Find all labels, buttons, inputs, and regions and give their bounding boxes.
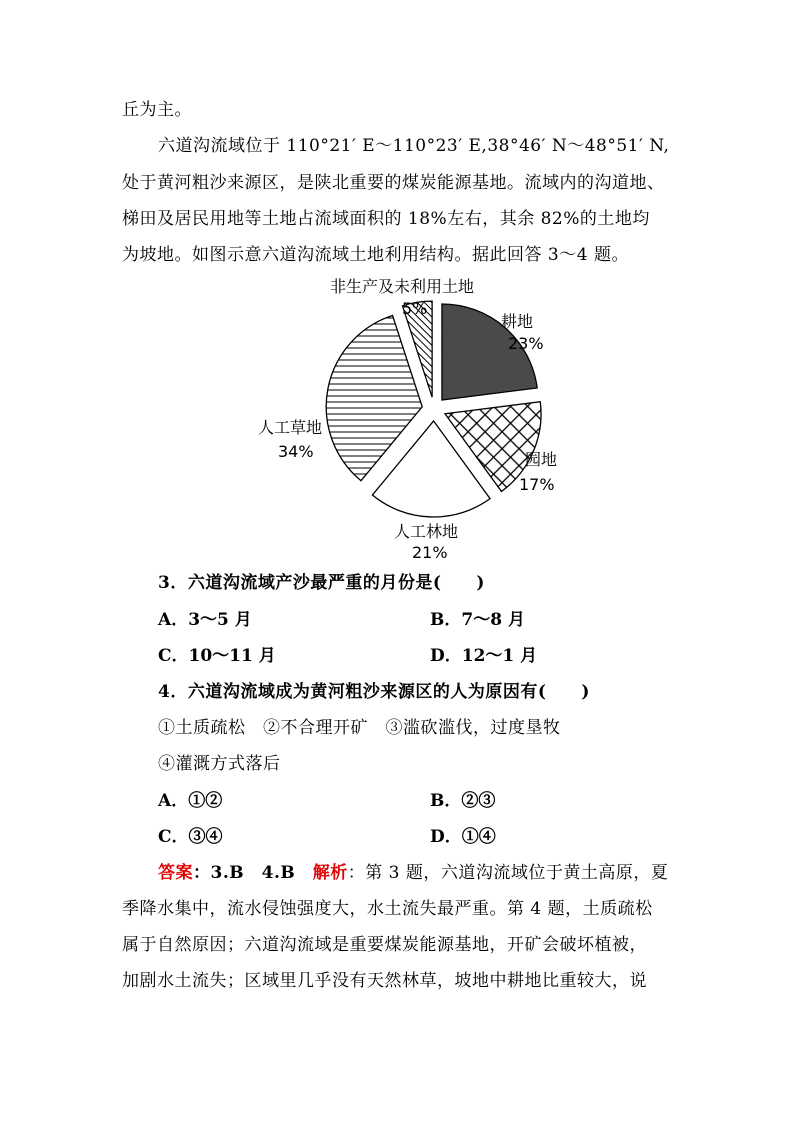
analysis-line: 季降水集中，流水侵蚀强度大，水土流失最严重。第 4 题，土质疏松 (122, 899, 653, 919)
paragraph-line: 梯田及居民用地等土地占流域面积的 18%左右，其余 82%的土地均 (122, 209, 650, 229)
q3-option-b: B．7～8 月 (430, 610, 525, 630)
q4-option-b: B．②③ (430, 791, 496, 811)
answer-values: 3.B 4.B (210, 863, 313, 883)
answer-line (158, 862, 668, 884)
slice-value-nonproductive: 5% (402, 299, 428, 318)
slice-label-forest: 人工林地 (394, 522, 459, 541)
analysis-text: ：第 3 题，六道沟流域位于黄土高原，夏 (347, 863, 669, 883)
paragraph-line: 处于黄河粗沙来源区，是陕北重要的煤炭能源基地。流域内的沟道地、 (122, 173, 665, 193)
question-3-stem: 3．六道沟流域产沙最严重的月份是( ) (158, 573, 485, 593)
q4-option-c: C．③④ (158, 827, 223, 847)
slice-value-cropland: 23% (508, 334, 544, 353)
answer-colon: ： (193, 863, 211, 883)
slice-label-cropland: 耕地 (501, 312, 534, 331)
slice-label-grassland: 人工草地 (258, 418, 323, 437)
q4-items: ①土质疏松 ②不合理开矿 ③滥砍滥伐，过度垦牧 (158, 718, 561, 738)
q4-option-d: D．①④ (430, 827, 496, 847)
analysis-line: 加剧水土流失；区域里几乎没有天然林草，坡地中耕地比重较大，说 (122, 971, 647, 991)
slice-label-orchard: 园地 (525, 450, 558, 469)
paragraph-line: 丘为主。 (122, 100, 192, 120)
slice-value-forest: 21% (412, 543, 448, 562)
land-use-pie-chart (256, 279, 576, 561)
analysis-label: 解析 (312, 863, 348, 883)
slice-label-nonproductive: 非生产及未利用土地 (330, 277, 475, 296)
q4-items: ④灌溉方式落后 (158, 754, 281, 774)
paragraph-line: 为坡地。如图示意六道沟流域土地利用结构。据此回答 3～4 题。 (122, 245, 629, 265)
slice-value-grassland: 34% (278, 442, 314, 461)
paragraph-line: 六道沟流域位于 110°21′ E～110°23′ E,38°46′ N～48°51′ N, (158, 136, 670, 156)
q3-option-c: C．10～11 月 (158, 646, 276, 666)
q3-option-d: D．12～1 月 (430, 646, 538, 666)
question-4-stem: 4．六道沟流域成为黄河粗沙来源区的人为原因有( ) (158, 682, 590, 702)
q4-option-a: A．①② (158, 791, 223, 811)
slice-value-orchard: 17% (519, 475, 555, 494)
analysis-line: 属于自然原因；六道沟流域是重要煤炭能源基地，开矿会破坏植被， (122, 935, 647, 955)
answer-label: 答案 (158, 863, 193, 883)
q3-option-a: A．3～5 月 (158, 610, 252, 630)
